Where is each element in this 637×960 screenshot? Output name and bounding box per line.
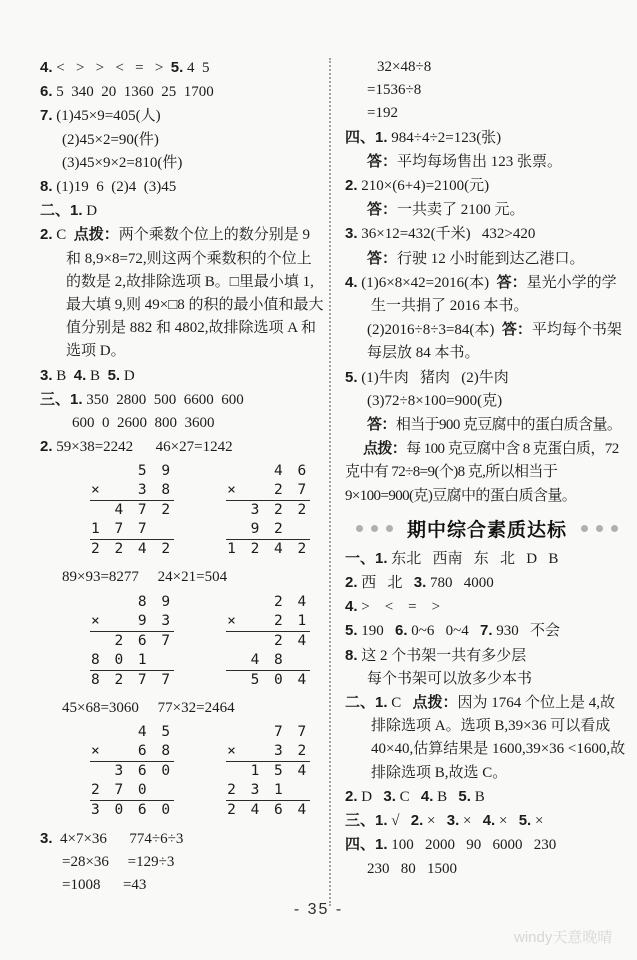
answer-line: =1008 =43 xyxy=(62,877,147,894)
answer-line: 8. 这 2 个书架一共有多少层 xyxy=(345,646,527,664)
work-row: 4 5 xyxy=(91,723,174,740)
work-row: × 3 8 xyxy=(90,481,174,501)
work-row: 2 4 xyxy=(227,632,310,649)
work-row: 5 9 xyxy=(91,463,174,480)
work-row: 2 4 6 4 xyxy=(227,801,310,818)
answer-line: 四、1. 984÷4÷2=123(张) xyxy=(345,128,502,146)
left-column xyxy=(40,56,326,897)
work-row: 8 0 1 xyxy=(90,651,174,671)
long-multiplication-work xyxy=(90,593,174,690)
answer-line: 3. 36×12=432(千米) 432>420 xyxy=(345,225,536,243)
answer-line: (2)45×2=90(件) xyxy=(62,131,159,148)
answer-line: 5. (1)牛肉 猪肉 (2)牛肉 xyxy=(345,368,509,386)
answer-line: 二、1. C 点拨：因为 1764 个位上是 4,故排除选项 A。选项 B,39×36 可以看成 40×40,估算结果是 1600,39×36 <1600,故排除选项 B,故选 C。 xyxy=(345,694,626,781)
answer-line: 2. 59×38=2242 46×27=1242 xyxy=(40,438,233,456)
work-row: × 2 1 xyxy=(226,612,310,632)
work-row: 2 6 7 xyxy=(91,632,174,649)
work-row: 5 0 4 xyxy=(227,671,310,688)
work-row: 7 7 xyxy=(227,723,310,740)
long-multiplication-pair xyxy=(40,462,326,559)
work-row: 2 3 1 xyxy=(226,781,310,801)
answer-line: 二、1. D xyxy=(40,202,98,220)
answer-line: 600 0 2600 800 3600 xyxy=(72,415,215,432)
answer-line: 2. C 点拨：两个乘数个位上的数分别是 9 和 8,9×8=72,则这两个乘数积的个位上的数是 2,故排除选项 B。□里最小填 1,最大填 9,则 49×□8 的积的最小值和最大值分别是 882 和 4802,故排除选项 A 和选项 D。 xyxy=(40,226,324,360)
work-row: 3 6 0 xyxy=(91,762,174,779)
answer-line: 答：行驶 12 小时能到达乙港口。 xyxy=(367,249,585,267)
decorative-dot xyxy=(611,525,618,532)
answer-line: 45×68=3060 77×32=2464 xyxy=(62,699,235,716)
work-row: 3 0 6 0 xyxy=(91,801,174,818)
answer-line: (3)72÷8×100=900(克) xyxy=(367,392,503,409)
answer-line: 3. B 4. B 5. D xyxy=(40,366,135,384)
answer-line: 7. (1)45×9=405(人) xyxy=(40,107,161,125)
answer-line: 答：一共卖了 2100 元。 xyxy=(367,201,525,219)
answer-line: 5. 190 6. 0~6 0~4 7. 930 不会 xyxy=(345,622,561,640)
answer-line: 6. 5 340 20 1360 25 1700 xyxy=(40,83,214,101)
long-multiplication-pair xyxy=(40,593,326,690)
work-row: 3 2 2 xyxy=(227,502,310,519)
work-row: × 9 3 xyxy=(90,612,174,632)
work-row: 8 2 7 7 xyxy=(91,671,174,688)
work-row: 2 4 xyxy=(227,593,310,610)
answer-line: 一、1. 东北 西南 东 北 D B xyxy=(345,549,559,567)
answer-line: (3)45×9×2=810(件) xyxy=(62,154,183,171)
decorative-dot xyxy=(596,525,603,532)
long-multiplication-work xyxy=(226,593,310,690)
answer-line: 三、1. √ 2. × 3. × 4. × 5. × xyxy=(345,812,544,830)
work-row: 2 2 4 2 xyxy=(91,541,174,558)
answer-line: 4. > < = > xyxy=(345,598,441,616)
long-multiplication-work xyxy=(90,723,174,820)
work-row: × 2 7 xyxy=(226,481,310,501)
answer-line: 点拨：每 100 克豆腐中含 8 克蛋白质，72 克中有 72÷8=9(个)8 克,所以相当于 9×100=900(克)豆腐中的蛋白质含量。 xyxy=(345,440,622,504)
decorative-dot xyxy=(356,525,363,532)
answer-line: (2)2016÷8÷3=84(本) 答：平均每个书架每层放 84 本书。 xyxy=(367,321,622,362)
answer-line: 3. 4×7×36 774÷6÷3 xyxy=(40,829,184,847)
work-row: 8 9 xyxy=(91,593,174,610)
column-divider xyxy=(329,58,331,906)
decorative-dot xyxy=(581,525,588,532)
answer-line: 答：相当于900 克豆腐中的蛋白质含量。 xyxy=(367,416,622,434)
long-multiplication-work xyxy=(226,723,310,820)
work-row: 1 2 4 2 xyxy=(227,541,310,558)
answer-line: 8. (1)19 6 (2)4 (3)45 xyxy=(40,178,177,196)
long-multiplication-work xyxy=(90,462,174,559)
long-multiplication-work xyxy=(226,462,310,559)
answer-line: 每个书架可以放多少本书 xyxy=(367,670,533,687)
answer-line: 230 80 1500 xyxy=(367,860,457,877)
answer-line: 32×48÷8 xyxy=(377,59,432,75)
answer-line: =1536÷8 xyxy=(367,82,422,99)
answer-line: 2. 210×(6+4)=2100(元) xyxy=(345,177,490,195)
section-title: 期中综合素质达标 xyxy=(406,519,567,541)
work-row: × 3 2 xyxy=(226,742,310,762)
decorative-dot xyxy=(371,525,378,532)
answer-line: 2. 西 北 3. 780 4000 xyxy=(345,574,494,592)
answer-line: =192 xyxy=(367,105,398,122)
answer-line: 4. (1)6×8×42=2016(本) 答：星光小学的学生一共捐了 2016 本书。 xyxy=(345,273,617,315)
answer-line: 89×93=8277 24×21=504 xyxy=(62,569,228,586)
answer-line: 2. D 3. C 4. B 5. B xyxy=(345,787,485,805)
section-header xyxy=(345,515,629,542)
answer-line: 四、1. 100 2000 90 6000 230 xyxy=(345,836,557,854)
work-row: × 6 8 xyxy=(90,742,174,762)
page-number: - 35 - xyxy=(293,901,344,918)
work-row: 1 5 4 xyxy=(227,762,310,779)
work-row: 2 7 0 xyxy=(90,781,174,801)
work-row: 4 6 xyxy=(227,463,310,480)
right-column xyxy=(345,56,629,881)
long-multiplication-pair xyxy=(40,723,326,820)
answer-line: =28×36 =129÷3 xyxy=(62,854,175,871)
decorative-dot xyxy=(386,525,393,532)
work-row: 9 2 xyxy=(226,520,310,540)
answer-line: 三、1. 350 2800 500 6600 600 xyxy=(40,390,244,408)
work-row: 1 7 7 xyxy=(90,520,174,540)
answer-line: 4. < > > < = > 5. 4 5 xyxy=(40,59,210,76)
work-row: 4 8 xyxy=(226,651,310,671)
answer-line: 答：平均每场售出 123 张票。 xyxy=(367,152,563,170)
watermark: windy天意晚晴 xyxy=(514,929,613,946)
work-row: 4 7 2 xyxy=(91,502,174,519)
